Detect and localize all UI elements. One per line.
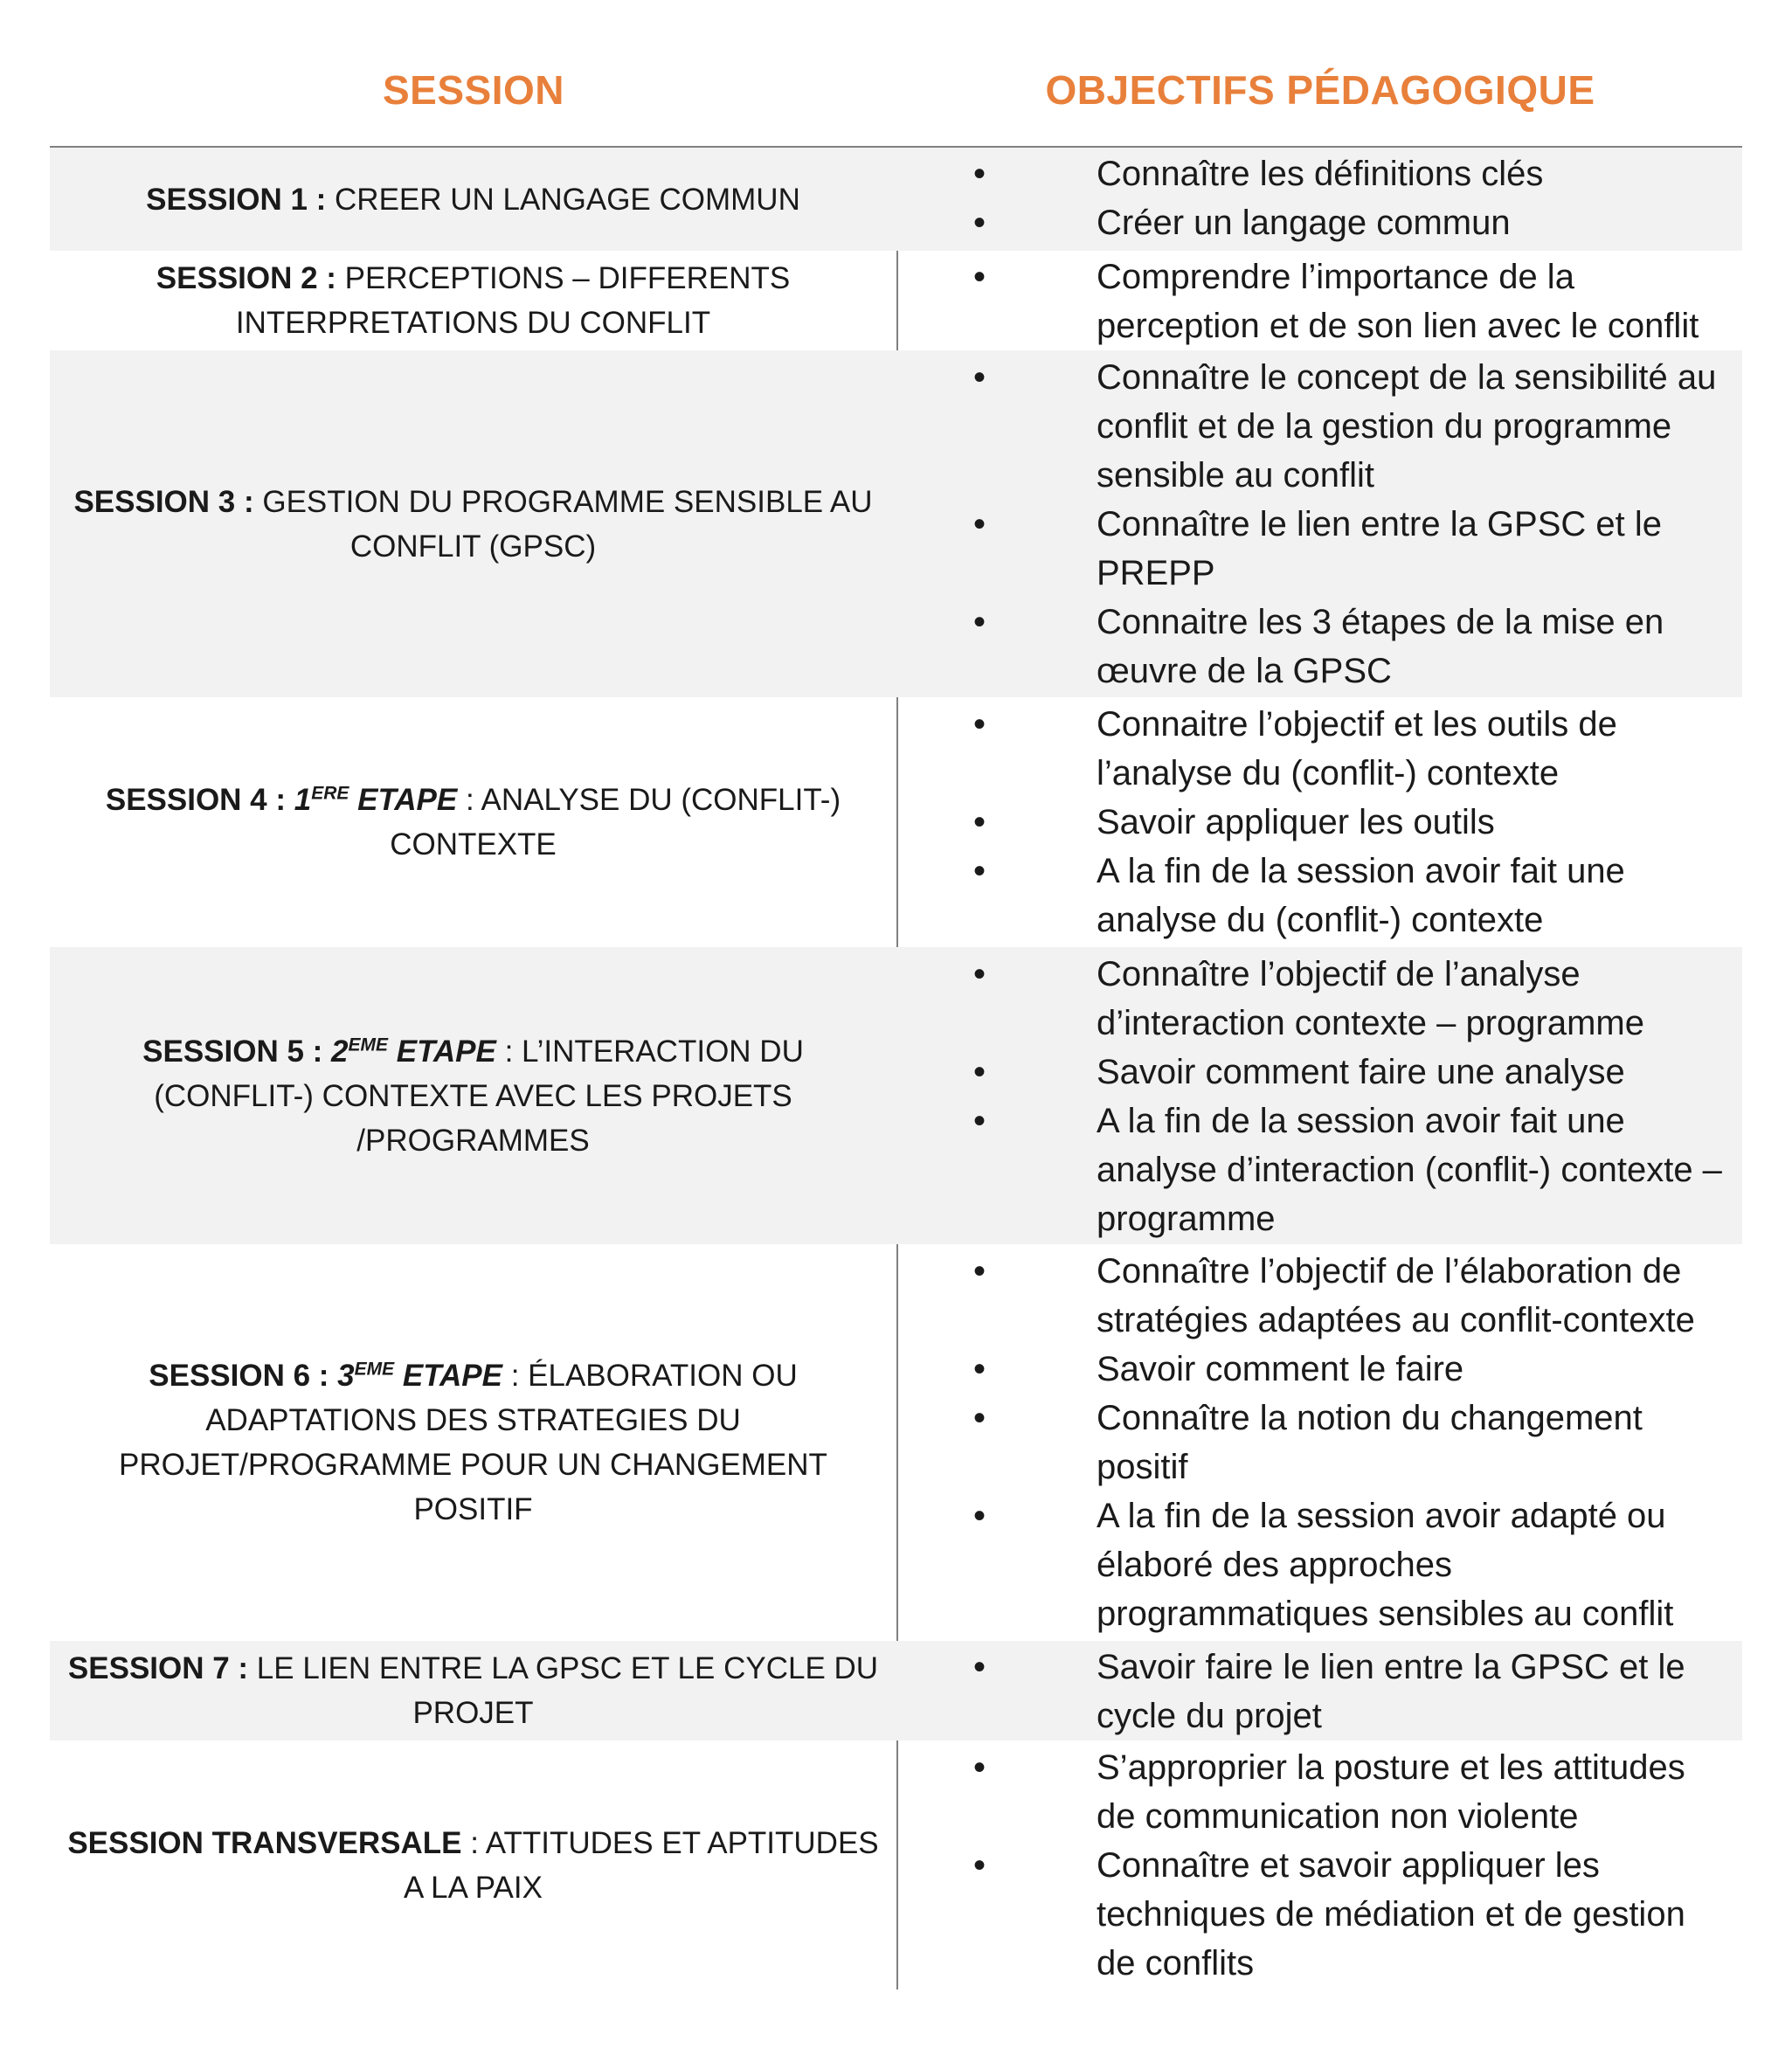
- session-title: [63, 1821, 884, 1910]
- session-title: [63, 1353, 884, 1532]
- table-row: [50, 1641, 1742, 1740]
- bullet-icon: •: [972, 204, 986, 242]
- step-word: ETAPE: [394, 1359, 502, 1393]
- session-cell: [50, 251, 896, 350]
- objective-text: Connaître les définitions clés: [1097, 155, 1544, 193]
- objective-text: Savoir appliquer les outils: [1097, 803, 1495, 841]
- objectives-cell: [899, 1641, 1742, 1742]
- objective-text: Savoir faire le lien entre la GPSC et le cycle du projet: [1097, 1648, 1685, 1735]
- session-cell: [50, 1641, 896, 1740]
- table-header: [0, 0, 1792, 147]
- session-label: SESSION 7 :: [67, 1651, 249, 1685]
- objective-text: Connaitre l’objectif et les outils de l’analyse du (conflit-) contexte: [1097, 705, 1617, 792]
- objectives-cell: [899, 350, 1742, 700]
- objectives-column-header: OBJECTIFS PÉDAGOGIQUE: [1045, 67, 1595, 113]
- objective-item: [899, 1491, 1742, 1638]
- objective-text: A la fin de la session avoir fait une analyse d’interaction (conflit-) contexte – programme: [1097, 1102, 1722, 1238]
- session-title: [63, 778, 884, 867]
- session-name: CREER UN LANGAGE COMMUN: [326, 182, 800, 217]
- objectives-list: [899, 1743, 1742, 1988]
- objectives-list: [899, 1643, 1742, 1740]
- session-title: [63, 177, 884, 222]
- objectives-list: [899, 253, 1742, 350]
- objective-text: Connaitre les 3 étapes de la mise en œuvre de la GPSC: [1097, 603, 1664, 690]
- objectives-cell: [899, 251, 1742, 352]
- step-ordinal: EME: [348, 1034, 389, 1055]
- step-number: 2: [322, 1034, 349, 1069]
- objective-item: [899, 198, 1742, 247]
- step-label: [329, 1359, 502, 1393]
- session-cell: [50, 1740, 896, 1989]
- objective-item: [899, 500, 1742, 598]
- session-title: [63, 1029, 884, 1163]
- objectives-list: [899, 950, 1742, 1243]
- step-number: 3: [329, 1359, 355, 1393]
- step-ordinal: EME: [354, 1359, 395, 1380]
- table-row: [50, 947, 1742, 1244]
- table-row: [50, 350, 1742, 697]
- bullet-icon: •: [972, 852, 986, 890]
- objectives-cell: [899, 697, 1742, 950]
- session-label: SESSION TRANSVERSALE: [67, 1825, 462, 1860]
- session-label: SESSION 6 :: [149, 1359, 329, 1393]
- bullet-icon: •: [972, 358, 986, 397]
- objective-item: [899, 847, 1742, 945]
- session-name: LE LIEN ENTRE LA GPSC ET LE CYCLE DU PROJET: [248, 1651, 879, 1730]
- session-column-header: SESSION: [382, 67, 564, 113]
- session-title: [63, 480, 884, 569]
- session-title: [63, 256, 884, 345]
- bullet-icon: •: [972, 603, 986, 641]
- bullet-icon: •: [972, 155, 986, 193]
- table-row: [50, 697, 1742, 947]
- objective-text: Savoir comment le faire: [1097, 1350, 1464, 1388]
- objective-item: [899, 700, 1742, 798]
- objective-item: [899, 1394, 1742, 1491]
- objectives-cell: [899, 947, 1742, 1247]
- session-label: SESSION 3 :: [73, 484, 254, 519]
- objective-item: [899, 1743, 1742, 1841]
- objective-text: Connaître et savoir appliquer les techniques de médiation et de gestion de conflits: [1097, 1846, 1685, 1983]
- bullet-icon: •: [972, 1497, 986, 1535]
- session-label: SESSION 1 :: [146, 182, 327, 217]
- bullet-icon: •: [972, 1846, 986, 1885]
- objective-item: [899, 353, 1742, 500]
- bullet-icon: •: [972, 955, 986, 993]
- bullet-icon: •: [972, 1102, 986, 1140]
- session-name: : ÉLABORATION OU ADAPTATIONS DES STRATEGIES DU PROJET/PROGRAMME POUR UN CHANGEMENT POSITIF: [119, 1359, 827, 1526]
- objectives-cell: [899, 1244, 1742, 1643]
- bullet-icon: •: [972, 258, 986, 296]
- objectives-list: [899, 1247, 1742, 1638]
- session-label: SESSION 5 :: [142, 1034, 323, 1069]
- session-label: SESSION 4 :: [105, 783, 287, 817]
- bullet-icon: •: [972, 1053, 986, 1091]
- table-row: [50, 1740, 1742, 1989]
- objective-item: [899, 598, 1742, 695]
- objectives-cell: [899, 1740, 1742, 1992]
- bullet-icon: •: [972, 1648, 986, 1686]
- bullet-icon: •: [972, 1748, 986, 1787]
- objective-text: A la fin de la session avoir adapté ou élaboré des approches programmatiques sensibles au conflit: [1097, 1497, 1674, 1633]
- objective-item: [899, 1048, 1742, 1097]
- bullet-icon: •: [972, 803, 986, 841]
- bullet-icon: •: [972, 505, 986, 543]
- objectives-list: [899, 700, 1742, 945]
- objective-text: Connaître la notion du changement positif: [1097, 1399, 1643, 1486]
- table-row: [50, 1244, 1742, 1641]
- step-label: [286, 783, 457, 817]
- session-cell: [50, 350, 896, 697]
- step-ordinal: ERE: [311, 783, 349, 804]
- objective-item: [899, 1247, 1742, 1345]
- objective-text: Savoir comment faire une analyse: [1097, 1053, 1625, 1091]
- session-cell: [50, 947, 896, 1244]
- objective-item: [899, 1097, 1742, 1243]
- objective-text: Connaître le concept de la sensibilité au conflit et de la gestion du programme sensible au conflit: [1097, 358, 1717, 495]
- bullet-icon: •: [972, 1399, 986, 1437]
- objective-text: Connaître le lien entre la GPSC et le PREPP: [1097, 505, 1663, 592]
- step-label: [322, 1034, 496, 1069]
- session-title: [63, 1646, 884, 1735]
- objective-item: [899, 253, 1742, 350]
- objective-item: [899, 1643, 1742, 1740]
- bullet-icon: •: [972, 1252, 986, 1291]
- session-name: : ATTITUDES ET APTITUDES A LA PAIX: [404, 1825, 879, 1905]
- objective-text: Connaître l’objectif de l’élaboration de stratégies adaptées au conflit-contexte: [1097, 1252, 1695, 1339]
- bullet-icon: •: [972, 1350, 986, 1388]
- objective-item: [899, 950, 1742, 1048]
- session-name: : L’INTERACTION DU (CONFLIT-) CONTEXTE AVEC LES PROJETS /PROGRAMMES: [154, 1034, 804, 1158]
- objective-text: Connaître l’objectif de l’analyse d’interaction contexte – programme: [1097, 955, 1644, 1042]
- objective-item: [899, 149, 1742, 198]
- session-label: SESSION 2 :: [156, 261, 336, 295]
- session-cell: [50, 1244, 896, 1641]
- objectives-list: [899, 149, 1742, 247]
- session-cell: [50, 148, 896, 251]
- bullet-icon: •: [972, 705, 986, 744]
- objective-text: A la fin de la session avoir fait une analyse du (conflit-) contexte: [1097, 852, 1625, 939]
- objective-text: S’approprier la posture et les attitudes de communication non violente: [1097, 1748, 1685, 1836]
- session-name: : ANALYSE DU (CONFLIT-) CONTEXTE: [390, 783, 841, 862]
- step-word: ETAPE: [388, 1034, 496, 1069]
- step-word: ETAPE: [349, 783, 458, 817]
- table-row: [50, 251, 1742, 350]
- objective-text: Comprendre l’importance de la perception et de son lien avec le conflit: [1097, 258, 1699, 345]
- session-cell: [50, 697, 896, 947]
- objectives-cell: [899, 148, 1742, 253]
- session-name: PERCEPTIONS – DIFFERENTS INTERPRETATIONS DU CONFLIT: [235, 261, 791, 340]
- objective-item: [899, 1841, 1742, 1988]
- objective-item: [899, 1345, 1742, 1394]
- objectives-list: [899, 353, 1742, 695]
- objective-text: Créer un langage commun: [1097, 204, 1511, 242]
- session-name: GESTION DU PROGRAMME SENSIBLE AU CONFLIT (GPSC): [253, 484, 873, 564]
- objective-item: [899, 798, 1742, 847]
- step-number: 1: [286, 783, 312, 817]
- table-row: [50, 148, 1742, 251]
